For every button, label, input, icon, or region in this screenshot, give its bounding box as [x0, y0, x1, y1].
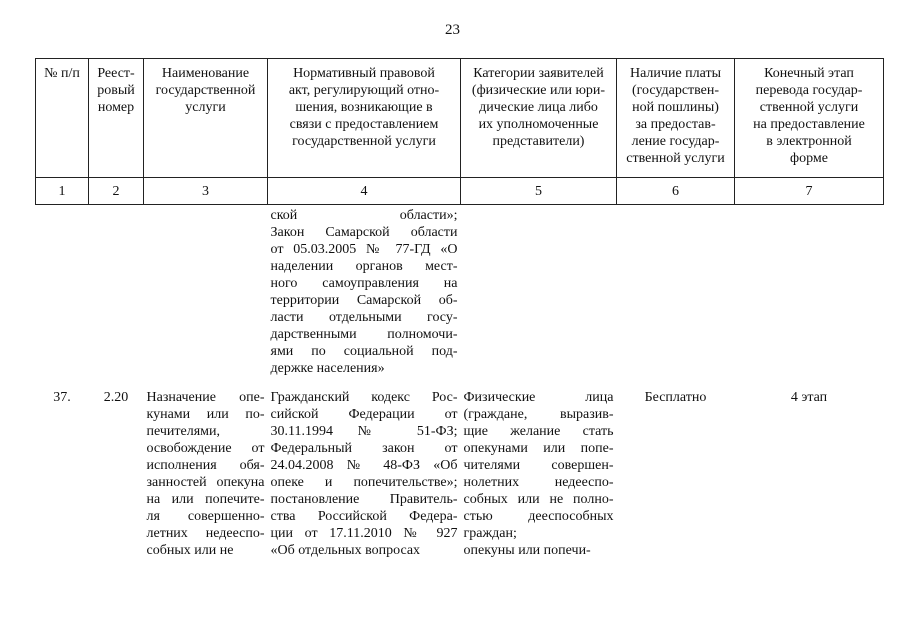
text-line: Назначение опе- — [146, 390, 265, 405]
column-number: 4 — [268, 178, 461, 205]
text-line: освобождение от — [146, 441, 265, 456]
text-line: представители) — [492, 134, 585, 149]
row-final-stage: 4 этап — [790, 390, 828, 405]
text-line: сийской Федерации от — [270, 407, 458, 422]
header-legal-act — [268, 59, 461, 178]
text-line: перевода государ- — [755, 83, 863, 98]
text-line: ровый — [97, 83, 135, 98]
header-registry — [89, 59, 144, 178]
text-line: форме — [790, 151, 828, 166]
text-line: опеке и попечительстве»; — [270, 475, 458, 490]
text-line: 30.11.1994 № 51-ФЗ; — [270, 424, 458, 439]
header-row — [36, 59, 884, 178]
text-line: нолетних недееспо- — [463, 475, 614, 490]
text-line: Реест- — [97, 66, 135, 81]
header-applicants — [461, 59, 617, 178]
text-line: держке населения» — [270, 361, 385, 376]
row-service-name — [144, 379, 268, 559]
text-line: 24.04.2008 № 48-ФЗ «Об — [270, 458, 458, 473]
header-final-stage — [735, 59, 884, 178]
text-line: за предостав- — [635, 117, 716, 132]
text-line: № п/п — [44, 66, 80, 81]
text-line: ской области»; — [270, 208, 458, 223]
text-line: шения, возникающие в — [295, 100, 433, 115]
header-fee — [617, 59, 735, 178]
text-line: ласти отдельными госу- — [270, 310, 458, 325]
text-line: услуги — [185, 100, 226, 115]
text-line: наделении органов мест- — [270, 259, 458, 274]
text-line: дарственными полномочи- — [270, 327, 458, 342]
page-number: 23 — [445, 22, 460, 38]
text-line: кунами или по- — [146, 407, 265, 422]
text-line: ной пошлины) — [632, 100, 719, 115]
text-line: Гражданский кодекс Рос- — [270, 390, 458, 405]
text-line: Физические лица — [463, 390, 614, 405]
text-line: Наличие платы — [629, 66, 722, 81]
text-line: связи с предоставлением — [289, 117, 439, 132]
row-number: 37. — [53, 390, 71, 405]
table-row — [36, 379, 884, 559]
text-line: Категории заявителей — [473, 66, 604, 81]
text-line: Конечный этап — [764, 66, 854, 81]
continuation-legal-act — [268, 205, 461, 380]
text-line: щие желание стать — [463, 424, 614, 439]
header-number — [36, 59, 89, 178]
text-line: Закон Самарской области — [270, 225, 458, 240]
text-line: Федеральный закон от — [270, 441, 458, 456]
column-number: 7 — [735, 178, 884, 205]
text-line: номер — [97, 100, 135, 115]
text-line: ции от 17.11.2010 № 927 — [270, 526, 458, 541]
services-table — [35, 58, 884, 559]
text-line: занностей опекуна — [146, 475, 265, 490]
text-line: их уполномоченные — [478, 117, 599, 132]
header-service-name — [144, 59, 268, 178]
text-line: чителями совершен- — [463, 458, 614, 473]
text-line: «Об отдельных вопросах — [270, 543, 421, 558]
column-number: 2 — [89, 178, 144, 205]
text-line: опекуны или попечи- — [463, 543, 591, 558]
text-line: постановление Правитель- — [270, 492, 458, 507]
text-line: ями по социальной под- — [270, 344, 458, 359]
text-line: государственной услуги — [292, 134, 436, 149]
text-line: ление государ- — [631, 134, 720, 149]
row-fee: Бесплатно — [644, 390, 707, 405]
text-line: (граждане, выразив- — [463, 407, 614, 422]
text-line: Нормативный правовой — [293, 66, 435, 81]
text-line: (государствен- — [631, 83, 720, 98]
text-line: Наименование — [161, 66, 250, 81]
text-line: исполнения обя- — [146, 458, 265, 473]
text-line: собных или не полно- — [463, 492, 614, 507]
column-number: 6 — [617, 178, 735, 205]
text-line: акт, регулирующий отно- — [288, 83, 440, 98]
text-line: государственной — [155, 83, 256, 98]
text-line: ства Российской Федера- — [270, 509, 458, 524]
column-number: 3 — [144, 178, 268, 205]
continuation-row — [36, 205, 884, 380]
text-line: территории Самарской об- — [270, 293, 458, 308]
text-line: в электронной — [766, 134, 852, 149]
row-applicants — [461, 379, 617, 559]
text-line: ственной услуги — [759, 100, 859, 115]
column-number: 1 — [36, 178, 89, 205]
text-line: дические лица либо — [479, 100, 598, 115]
text-line: от 05.03.2005 № 77-ГД «О — [270, 242, 458, 257]
text-line: ля совершенно- — [146, 509, 265, 524]
text-line: опекунами или попе- — [463, 441, 614, 456]
text-line: ного самоуправления на — [270, 276, 458, 291]
text-line: стью дееспособных — [463, 509, 614, 524]
text-line: граждан; — [463, 526, 517, 541]
column-numbers-row — [36, 178, 884, 205]
text-line: (физические или юри- — [471, 83, 606, 98]
text-line: на или попечите- — [146, 492, 265, 507]
text-line: на предоставление — [753, 117, 865, 132]
column-number: 5 — [461, 178, 617, 205]
text-line: летних недееспо- — [146, 526, 265, 541]
text-line: собных или не — [146, 543, 234, 558]
row-legal-act — [268, 379, 461, 559]
text-line: печителями, — [146, 424, 220, 439]
text-line: ственной услуги — [626, 151, 725, 166]
row-registry-number: 2.20 — [103, 390, 129, 405]
